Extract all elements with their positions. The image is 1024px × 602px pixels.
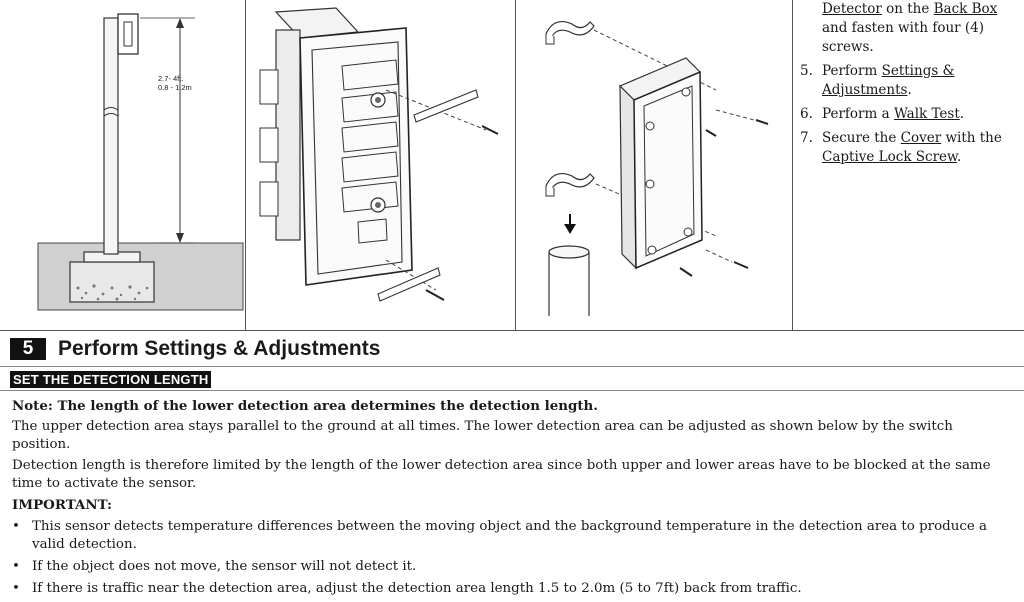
pole-clamp-illustration (516, 0, 792, 330)
section-body (12, 397, 1012, 602)
height-label-m: 0.8 - 1.2m (158, 83, 192, 92)
captive-lock-screw-link[interactable]: Captive Lock Screw (822, 149, 957, 165)
list-item-text: If there is traffic near the detection area, adjust the detection area length 1.5 to 2.0m (5 to 7ft) back from traffic. (32, 581, 802, 596)
bullet-icon: • (12, 519, 20, 534)
step-6-period: . (959, 106, 965, 122)
settings-adjustments-link-part1[interactable]: Settings & (881, 63, 955, 79)
step-6-text: Perform a (822, 106, 894, 122)
back-box-link[interactable]: Back Box (933, 1, 998, 17)
list-item (12, 558, 1012, 576)
walk-test-link[interactable]: Walk Test (893, 106, 960, 122)
step-6 (800, 105, 1022, 124)
detector-link[interactable]: Detector (822, 1, 882, 17)
section-rule (0, 366, 1024, 367)
installation-steps (800, 0, 1022, 167)
paragraph-upper-area: The upper detection area stays parallel to the ground at all times. The lower detection area can be adjusted as shown below by the switch position. (12, 419, 953, 452)
step-5 (800, 62, 1022, 100)
bullet-icon: • (12, 559, 20, 574)
step-4-line-3: screws. (822, 39, 874, 55)
step-7-period: . (957, 149, 962, 165)
list-item-text: If the object does not move, the sensor will not detect it. (32, 559, 417, 574)
settings-adjustments-link-part2[interactable]: Adjustments (822, 82, 908, 98)
detector-mounting-illustration (246, 0, 515, 330)
step-5-period: . (907, 82, 912, 98)
cover-link[interactable]: Cover (900, 130, 942, 146)
step-4-continuation (800, 0, 1022, 19)
step-6-number: 6. (800, 106, 813, 122)
step-4-line-2: and fasten with four (4) (822, 20, 985, 36)
important-list (12, 518, 1012, 598)
step-7 (800, 129, 1022, 167)
list-item (12, 580, 1012, 598)
paragraph-detection-length: Detection length is therefore limited by the length of the lower detection area since both upper and lower areas have to be blocked at the same time to activate the sensor. (12, 458, 991, 491)
list-item-text: This sensor detects temperature differences between the moving object and the background temperature in the detection area to produce a valid detection. (32, 519, 987, 552)
section-number-badge: 5 (10, 338, 46, 360)
pole-height-illustration (0, 0, 245, 330)
section-title: Perform Settings & Adjustments (58, 337, 381, 360)
note-text: Note: The length of the lower detection area determines the detection length. (12, 398, 598, 414)
height-label-ft: 2.7- 4ft. (158, 74, 184, 83)
section-heading (10, 337, 380, 361)
figures-bottom-rule (0, 330, 1024, 331)
panel-divider (792, 0, 793, 330)
step-7-number: 7. (800, 130, 813, 146)
step-5-number: 5. (800, 63, 813, 79)
step-4-text: on the (881, 1, 934, 17)
subheading-bar: SET THE DETECTION LENGTH (10, 371, 211, 388)
important-heading: IMPORTANT: (12, 497, 113, 513)
step-7-mid: with the (941, 130, 1002, 146)
list-item (12, 518, 1012, 554)
subheading-rule (0, 390, 1024, 391)
bullet-icon: • (12, 581, 20, 596)
step-5-text: Perform (822, 63, 882, 79)
step-7-text: Secure the (822, 130, 901, 146)
